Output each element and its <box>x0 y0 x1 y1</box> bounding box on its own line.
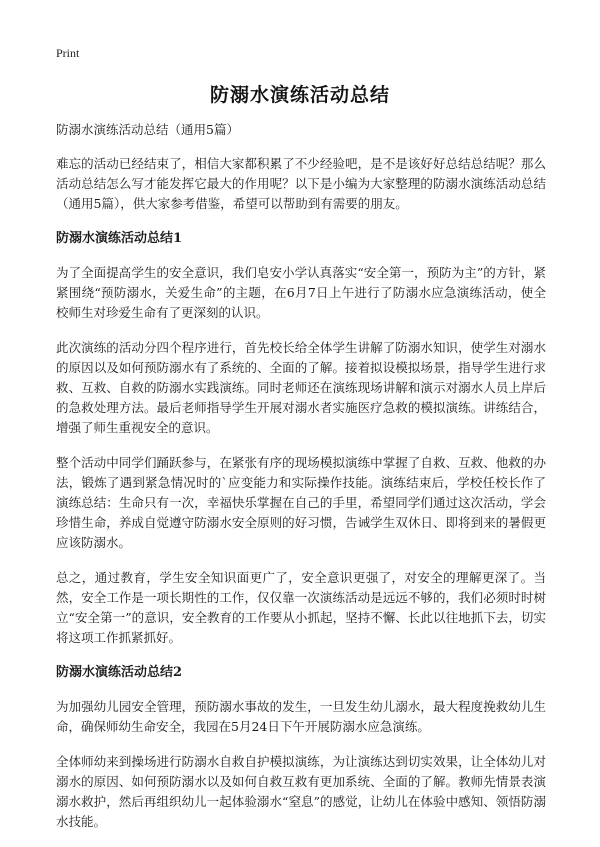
section-2-paragraph-1: 为加强幼儿园安全管理，预防溺水事故的发生，一旦发生幼儿溺水，最大程度挽救幼儿生命，确保师幼生命安全，我园在5月24日下午开展防溺水应急演练。 <box>56 699 546 734</box>
section-2-paragraph-2: 全体师幼来到操场进行防溺水自救自护模拟演练，为让演练达到切实效果，让全体幼儿对溺水的原因、如何预防溺水以及如何自救互救有更加系统、全面的了解。教师先情景表演溺水救护，然后再组织幼儿一起体验溺水“窒息”的感觉，让幼儿在体验中感知、领悟防溺水技能。 <box>56 754 546 829</box>
document-body <box>56 120 546 847</box>
section-1-paragraph-4: 总之，通过教育，学生安全知识面更广了，安全意识更强了，对安全的理解更深了。当然，安全工作是一项长期性的工作，仅仅靠一次演练活动是远远不够的，我们必须时时树立“安全第一”的意识，安全教育的工作要从小抓起，坚持不懈、长此以往地抓下去，切实将这项工作抓紧抓好。 <box>56 570 546 645</box>
section-1-paragraph-2: 此次演练的活动分四个程序进行，首先校长给全体学生讲解了防溺水知识，使学生对溺水的原因以及如何预防溺水有了系统的、全面的了解。接着拟设模拟场景，指导学生进行求救、互救、自救的防溺水实践演练。同时老师还在演练现场讲解和演示对溺水人员上岸后的急救处理方法。最后老师指导学生开展对溺水者实施医疗急救的模拟演练。讲练结合，增强了师生重视安全的意识。 <box>56 340 546 435</box>
intro-paragraph: 难忘的活动已经结束了，相信大家都积累了不少经验吧，是不是该好好总结总结呢？那么活动总结怎么写才能发挥它最大的作用呢？以下是小编为大家整理的防溺水演练活动总结（通用5篇），供大家参考借鉴，希望可以帮助到有需要的朋友。 <box>56 156 546 211</box>
document-subtitle: 防溺水演练活动总结（通用5篇） <box>56 122 239 137</box>
document-title: 防溺水演练活动总结 <box>209 84 390 106</box>
section-heading-1: 防溺水演练活动总结1 <box>56 231 183 246</box>
section-heading-2: 防溺水演练活动总结2 <box>56 665 183 680</box>
section-1-paragraph-3: 整个活动中同学们踊跃参与，在紧张有序的现场模拟演练中掌握了自救、互救、他救的办法，锻炼了遇到紧急情况时的`应变能力和实际操作技能。演练结束后，学校任校长作了演练总结：生命只有一次，幸福快乐掌握在自己的手里，希望同学们通过这次活动，学会珍惜生命，养成自觉遵守防溺水安全原则的好习惯，告诫学生双休日、即将到来的暑假更应该防溺水。 <box>56 455 546 550</box>
print-label: Print <box>56 46 80 60</box>
section-1-paragraph-1: 为了全面提高学生的安全意识，我们皂安小学认真落实“安全第一，预防为主”的方针，紧紧围绕“预防溺水，关爱生命”的主题，在6月7日上午进行了防溺水应急演练活动，使全校师生对珍爱生命有了更深刻的认识。 <box>56 265 546 320</box>
